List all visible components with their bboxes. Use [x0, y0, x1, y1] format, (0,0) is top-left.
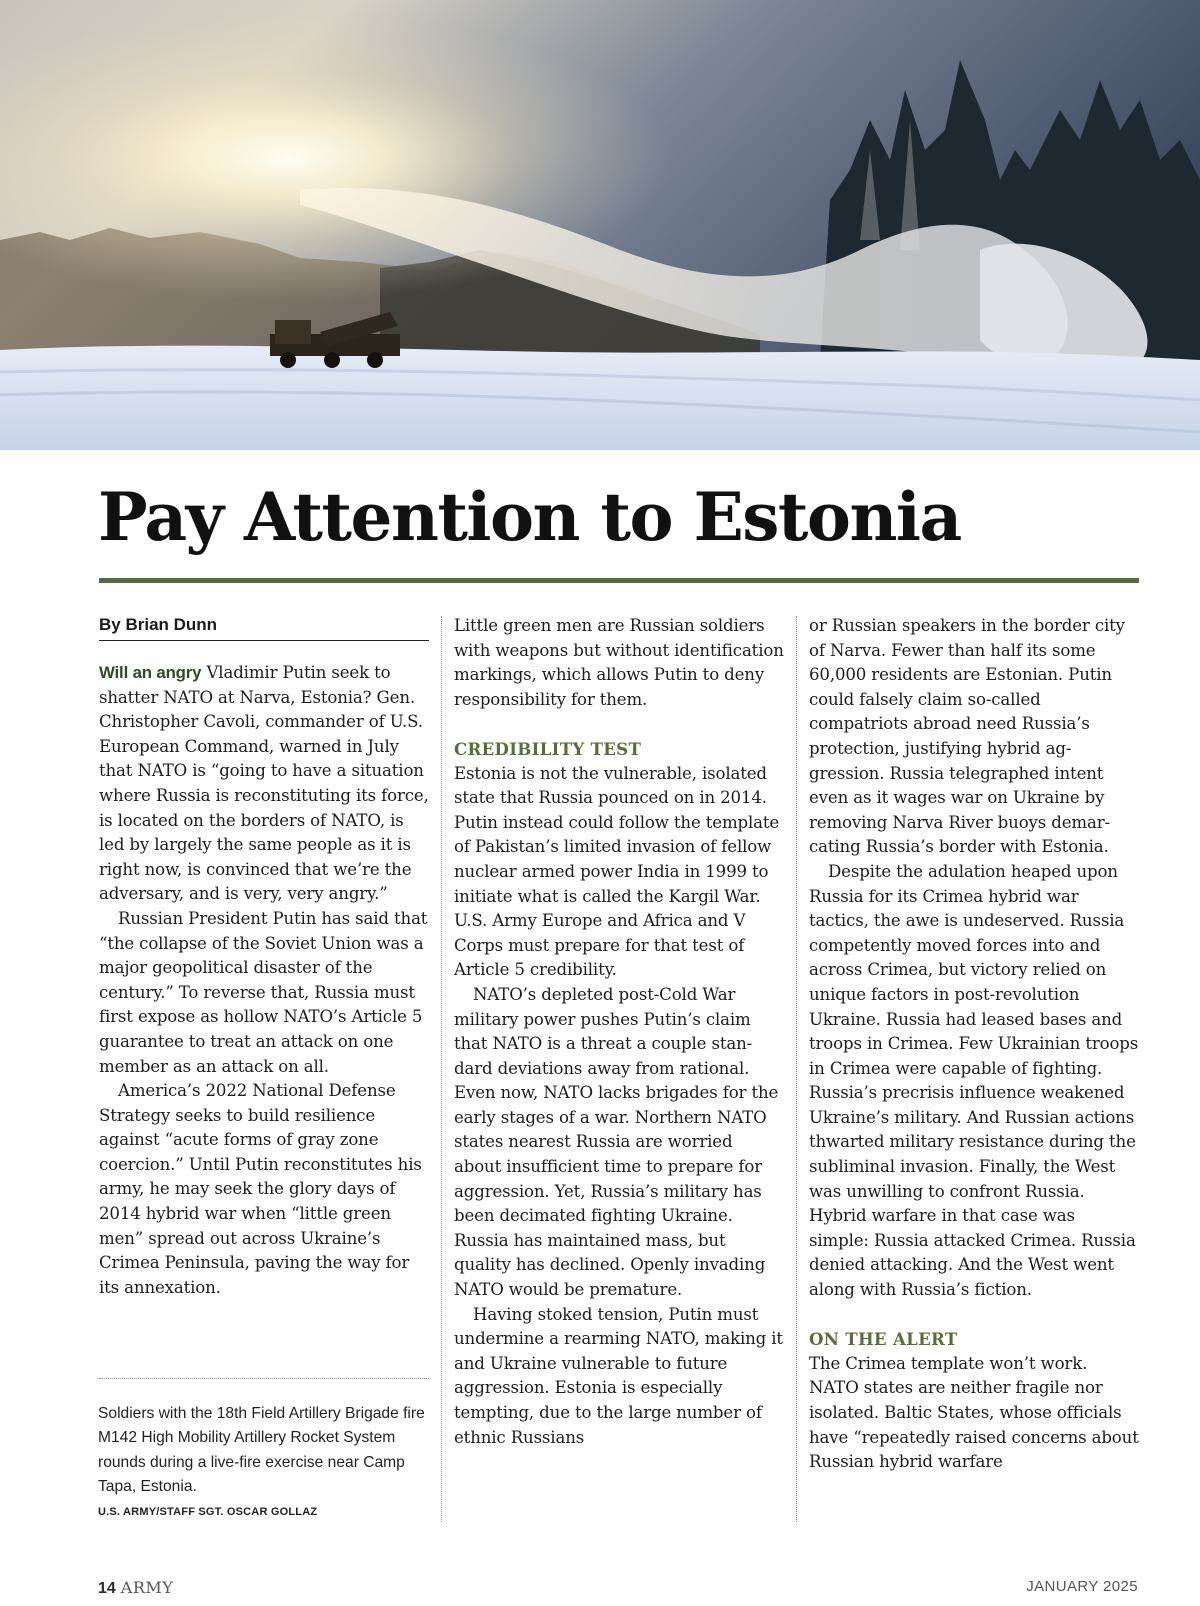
caption-divider — [99, 1378, 429, 1379]
photo-caption: Soldiers with the 18th Field Artillery Brigade fire M142 High Mobility Artillery Rocket System rounds during a live-fire exercise near Camp Tapa, Estonia. — [98, 1405, 425, 1496]
paragraph — [99, 661, 429, 907]
himars-launch-image — [0, 0, 1200, 450]
hero-photo — [0, 0, 1200, 450]
paragraph: Estonia is not the vulnerable, isolated state that Russia pounced on in 2014. Putin instead could follow the template of Pakistan’s limited invasion of fellow nuclear armed power India in 1999 to initiate what is called the Kargil War. U.S. Army Europe and Africa and V Corps must prepare for that test of Article 5 credibility. — [454, 763, 780, 980]
paragraph: Russian President Putin has said that “the collapse of the Soviet Union was a major geopolitical disaster of the century.” To reverse that, Russia must first expose as hollow NATO’s Article 5 guarantee to treat an attack on one member as an attack on all. — [99, 908, 428, 1076]
paragraph: Little green men are Russian soldiers with weapons but without identification markings, which allows Putin to deny responsibility for them. — [454, 616, 784, 709]
lead-in: Will an angry — [99, 663, 202, 682]
paragraph: Having stoked tension, Putin must undermine a rearming NATO, making it and Ukraine vulnerable to future aggression. Estonia is especially tempting, due to the large number of ethnic Russians — [454, 1304, 783, 1447]
subhead-on-the-alert: ON THE ALERT — [809, 1329, 958, 1350]
paragraph: or Russian speakers in the border city of Narva. Fewer than half its some 60,000 residents are Estonian. Putin could falsely claim so-called compatriots abroad need Russia’s protection, justifying hybrid aggression. Russia telegraphed intent even as it wages war on Ukraine by removing Narva River buoys demarcating Russia’s border with Estonia. — [809, 616, 1125, 857]
article-column-1 — [99, 614, 429, 1300]
paragraph: NATO’s depleted post-Cold War military power pushes Putin’s claim that NATO is a threat a couple standard deviations away from rational. Even now, NATO lacks brigades for the early stages of a war. Northern NATO states nearest Russia are worried about insufficient time to prepare for aggression. Yet, Russia’s military has been decimated fighting Ukraine. Russia has maintained mass, but quality has declined. Openly invading NATO would be premature. — [454, 984, 779, 1300]
magazine-name: ARMY — [120, 1578, 174, 1597]
column-divider — [441, 616, 442, 1522]
page-folio — [98, 1578, 173, 1598]
column-1-body — [99, 661, 429, 1300]
column-2-body — [454, 614, 784, 1450]
article-column-3 — [809, 614, 1139, 1475]
headline-divider — [99, 578, 1139, 583]
photo-credit: U.S. ARMY/STAFF SGT. OSCAR GOLLAZ — [98, 1506, 318, 1518]
page-number: 14 — [98, 1580, 116, 1597]
article-column-2 — [454, 614, 784, 1450]
paragraph-text: Vladimir Putin seek to shatter NATO at Narva, Estonia? Gen. Christopher Cavoli, commander of U.S. European Command, warned in July that NATO is “going to have a situation where Russia is reconstituting its force, is located on the borders of NATO, is led by largely the same people as it is right now, is convinced that we’re the adversary, and is very, very angry.” — [99, 663, 429, 904]
issue-date: JANUARY 2025 — [1026, 1578, 1138, 1595]
paragraph: America’s 2022 National Defense Strategy seeks to build resilience against “acute forms of gray zone coercion.” Until Putin reconstitutes his army, he may seek the glory days of 2014 hybrid war when “little green men” spread out across Ukraine’s Crimea Peninsula, paving the way for its annexation. — [99, 1081, 422, 1297]
column-divider — [796, 616, 797, 1522]
paragraph: Despite the adulation heaped upon Russia for its Crimea hybrid war tactics, the awe is undeserved. Russia competently moved forces into and across Crimea, but victory relied on unique factors in post-revolution Ukraine. Russia had leased bases and troops in Crimea. Few Ukrainian troops in Crimea were capable of fighting. Russia’s precrisis influence weakened Ukraine’s military. And Russian actions thwarted military resistance during the subliminal invasion. Finally, the West was unwilling to confront Russia. Hybrid warfare in that case was simple: Russia attacked Crimea. Russia denied attacking. And the West went along with Russia’s fiction. — [809, 861, 1139, 1300]
column-3-body — [809, 614, 1139, 1475]
paragraph: The Crimea template won’t work. NATO states are neither fragile nor isolated. Baltic States, whose officials have “repeatedly raised concerns about Russian hybrid warfare — [809, 1353, 1139, 1472]
article-headline: Pay Attention to Estonia — [98, 478, 961, 556]
byline: By Brian Dunn — [99, 614, 429, 641]
subhead-credibility-test: CREDIBILITY TEST — [454, 738, 642, 759]
